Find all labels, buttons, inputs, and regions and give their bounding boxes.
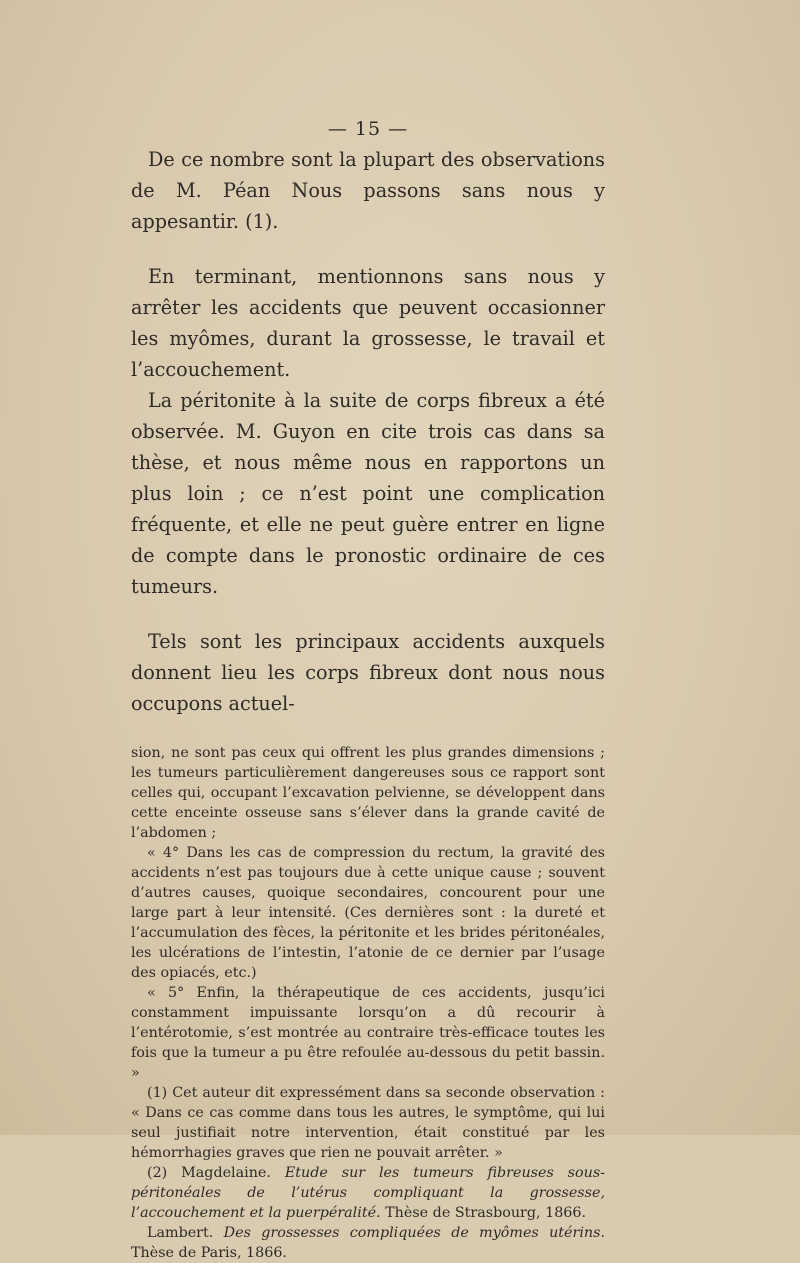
paragraph-4: Tels sont les principaux accidents auxquels donnent lieu les corps fibreux dont nous nous occupons actuel- [131, 630, 605, 715]
footnote-2-source: Thèse de Strasbourg, 1866. [385, 1205, 587, 1221]
page-number: — 15 — [327, 118, 409, 140]
footnote-2-author: (2) Magdelaine. [147, 1165, 271, 1181]
footnote-point-4: « 4° Dans les cas de compression du rectum, la gravité des accidents n’est pas toujours due à cette unique cause ; souvent d’autres causes, quoique secondaires, concourent pour une large part à leur intensité. (Ces dernières sont : la dureté et l’accumulation des fèces, la péritonite et les brides péritonéales, les ulcérations de l’intestin, l’atonie de ce dernier par l’usage des opiacés, etc.) [131, 845, 605, 981]
footnote-3-title: Des grossesses compliquées de myômes utérins. [223, 1225, 606, 1241]
page-content [131, 118, 605, 1263]
footnote-point-5: « 5° Enfin, la thérapeutique de ces accidents, jusqu’ici constamment impuissante lorsqu’on a dû recourir à l’entérotomie, s’est montrée au contraire très-efficace toutes les fois que la tumeur a pu être refoulée au-dessous du petit bassin. » [131, 985, 605, 1081]
footnote-2 [131, 1163, 605, 1223]
footnotes [131, 743, 605, 1263]
footnote-3 [131, 1223, 605, 1263]
main-text [131, 144, 605, 719]
paragraph-3: La péritonite à la suite de corps fibreux a été observée. M. Guyon en cite trois cas dans sa thèse, et nous même nous en rapportons un plus loin ; ce n’est point une complication fréquente, et elle ne peut guère entrer en ligne de compte dans le pronostic ordinaire de ces tumeurs. [131, 389, 605, 598]
footnote-continuation: sion, ne sont pas ceux qui offrent les plus grandes dimensions ; les tumeurs particulièrement dangereuses sous ce rapport sont celles qui, occupant l’excavation pelvienne, se développent dans cette enceinte osseuse sans s’élever dans la grande cavité de l’abdomen ; [131, 745, 605, 841]
footnote-2-title: Etude sur les tumeurs fibreuses sous-péritonéales de l’utérus compliquant la grossesse, l’accouchement et la puerpéralité. [131, 1165, 605, 1221]
paragraph-1: De ce nombre sont la plupart des observations de M. Péan Nous passons sans nous y appesantir. (1). [131, 148, 605, 233]
footnote-3-author: Lambert. [147, 1225, 214, 1241]
footnote-1: (1) Cet auteur dit expressément dans sa seconde observation : « Dans ce cas comme dans tous les autres, le symptôme, qui lui seul justifiait notre intervention, était constitué par les hémorrhagies graves que rien ne pouvait arrêter. » [131, 1085, 605, 1161]
footnote-3-source: Thèse de Paris, 1866. [131, 1245, 287, 1261]
paragraph-2: En terminant, mentionnons sans nous y arrêter les accidents que peuvent occasionner les myômes, durant la grossesse, le travail et l’accouchement. [131, 265, 605, 381]
